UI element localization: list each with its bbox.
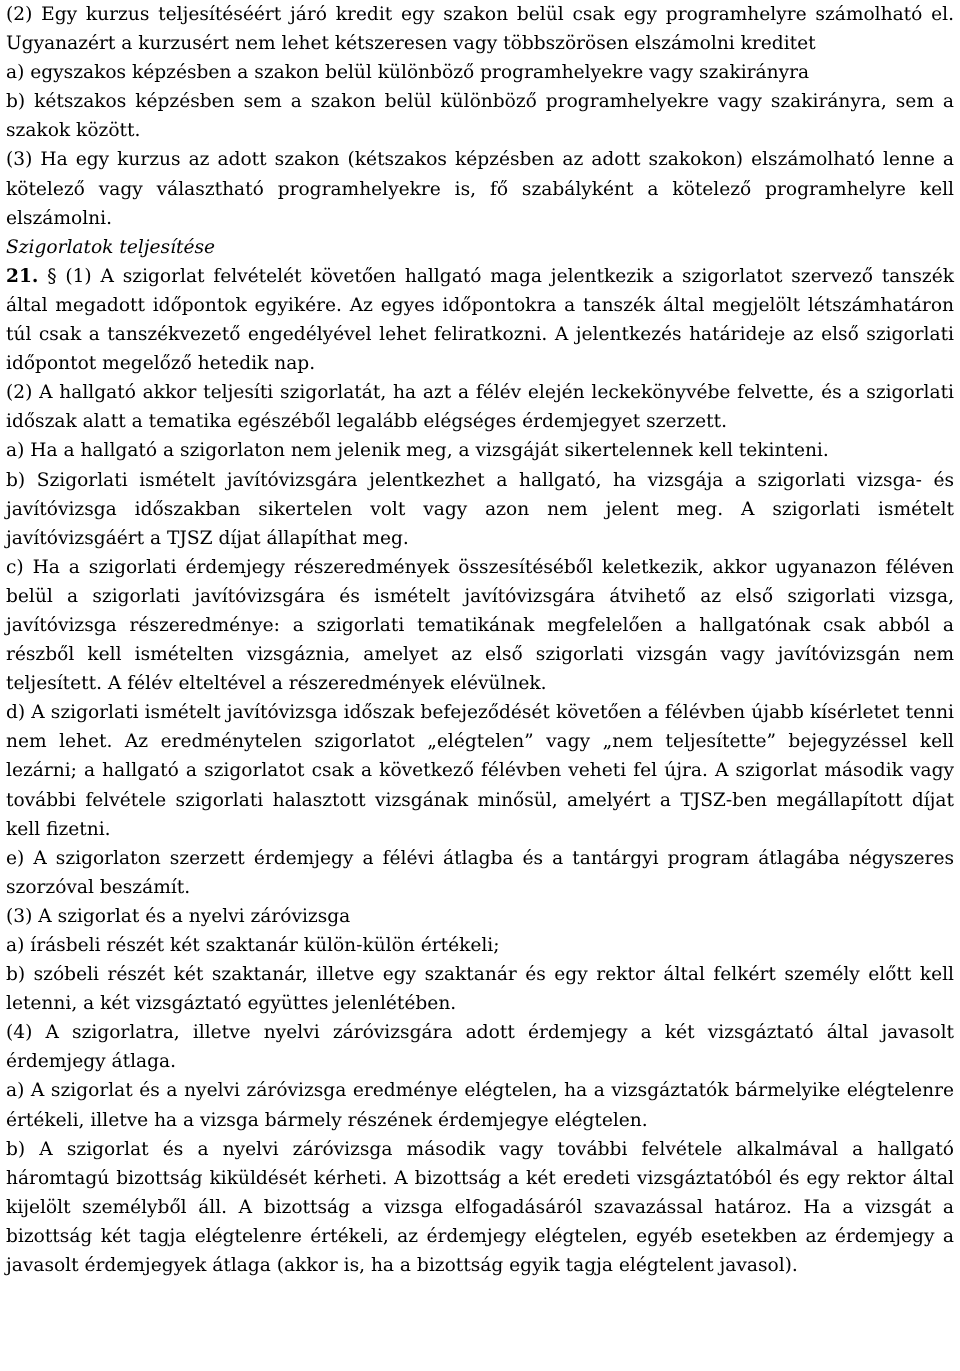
section-21-paragraph-2: (2) A hallgató akkor teljesíti szigorlatát, ha azt a félév elején leckekönyvébe felvette, és a szigorlati időszak alatt a tematika egészéből legalább elégséges érdemjegyet szerzett. xyxy=(6,382,954,433)
section-21-paragraph-2c: c) Ha a szigorlati érdemjegy részeredmények összesítéséből keletkezik, akkor ugyanazon féléven belül a szigorlati javítóvizsgára és ismételt javítóvizsgára átvihető az első szigorlati vizsga, javítóvizsga részeredménye: a szigorlati tematikának megfelelően a hallgatónak csak abból a részből kell ismételten vizsgáznia, amelyet az első szigorlati vizsgán vagy javítóvizsgán nem teljesített. A félév elteltével a részeredmények elévülnek. xyxy=(6,556,954,695)
section-21-paragraph-1 xyxy=(6,262,954,378)
section-21-paragraph-2d: d) A szigorlati ismételt javítóvizsga időszak befejeződését követően a félévben újabb kísérletet tenni nem lehet. Az eredménytelen szigorlatot „elégtelen” vagy „nem teljesítette” bejegyzéssel kell lezárni; a hallgató a szigorlatot csak a következő félévben veheti fel újra. A szigorlat második vagy további felvétele szigorlati halasztott vizsgának minősül, amelyért a TJSZ-ben megállapított díjat kell fizetni. xyxy=(6,702,954,840)
paragraph-2b: b) kétszakos képzésben sem a szakon belül különböző programhelyekre vagy szakirányra, sem a szakok között. xyxy=(6,91,954,142)
paragraph-2a: a) egyszakos képzésben a szakon belül különböző programhelyekre vagy szakirányra xyxy=(6,62,810,84)
paragraph-2-credit: (2) Egy kurzus teljesítéséért járó kredit egy szakon belül csak egy programhelyre számolható el. Ugyanazért a kurzusért nem lehet kétszeresen vagy többszörösen elszámolni kreditet xyxy=(6,4,954,55)
section-21-paragraph-3: (3) A szigorlat és a nyelvi záróvizsga xyxy=(6,905,351,927)
section-number: 21. xyxy=(6,265,39,287)
section-21-paragraph-2a: a) Ha a hallgató a szigorlaton nem jelenik meg, a vizsgáját sikertelennek kell tekinteni. xyxy=(6,440,829,462)
section-21-paragraph-2b: b) Szigorlati ismételt javítóvizsgára jelentkezhet a hallgató, ha vizsgája a szigorlati vizsga- és javítóvizsga időszakban sikertelen volt vagy azon nem jelent meg. A szigorlati ismételt javítóvizsgáért a TJSZ díjat állapíthat meg. xyxy=(6,469,954,549)
section-21-paragraph-3b: b) szóbeli részét két szaktanár, illetve egy szaktanár és egy rektor által felkért személy előtt kell letenni, a két vizsgáztató együttes jelenlétében. xyxy=(6,964,954,1015)
section-21-paragraph-4a: a) A szigorlat és a nyelvi záróvizsga eredménye elégtelen, ha a vizsgáztatók bármelyike elégtelenre értékeli, illetve ha a vizsga bármely részének érdemjegye elégtelen. xyxy=(6,1080,954,1131)
section-21-paragraph-4: (4) A szigorlatra, illetve nyelvi záróvizsgára adott érdemjegy a két vizsgáztató által javasolt érdemjegy átlaga. xyxy=(6,1022,954,1073)
section-heading: Szigorlatok teljesítése xyxy=(6,236,216,258)
section-21-paragraph-1-text: (1) A szigorlat felvételét követően hallgató maga jelentkezik a szigorlatot szervező tanszék által megadott időpontok egyikére. Az egyes időpontokra a tanszék által megjelölt létszámhatáron túl csak a tanszékvezető engedélyével lehet feliratkozni. A jelentkezés határideje az első szigorlati időpontot megelőző hetedik nap. xyxy=(6,265,954,375)
section-21-paragraph-3a: a) írásbeli részét két szaktanár külön-külön értékeli; xyxy=(6,935,500,956)
section-21-paragraph-2e: e) A szigorlaton szerzett érdemjegy a félévi átlagba és a tantárgyi program átlagába négyszeres szorzóval beszámít. xyxy=(6,847,954,898)
section-21-paragraph-4b: b) A szigorlat és a nyelvi záróvizsga második vagy további felvétele alkalmával a hallgató háromtagú bizottság kiküldését kérheti. A bizottság a két eredeti vizsgáztatóból és egy rektor által kijelölt személyből áll. A bizottság a vizsga elfogadásáról szavazással határoz. Ha a vizsgát a bizottság két tagja elégtelenre értékeli, az érdemjegy elégtelen, egyéb esetekben az érdemjegy a javasolt érdemjegyek átlaga (akkor is, ha a bizottság egyik tagja elégtelent javasol). xyxy=(6,1138,954,1277)
section-symbol: § xyxy=(47,265,57,287)
paragraph-3-credit: (3) Ha egy kurzus az adott szakon (kétszakos képzésben az adott szakokon) elszámolható lenne a kötelező vagy választható programhelyekre is, fő szabályként a kötelező programhelyre kell elszámolni. xyxy=(6,149,954,229)
